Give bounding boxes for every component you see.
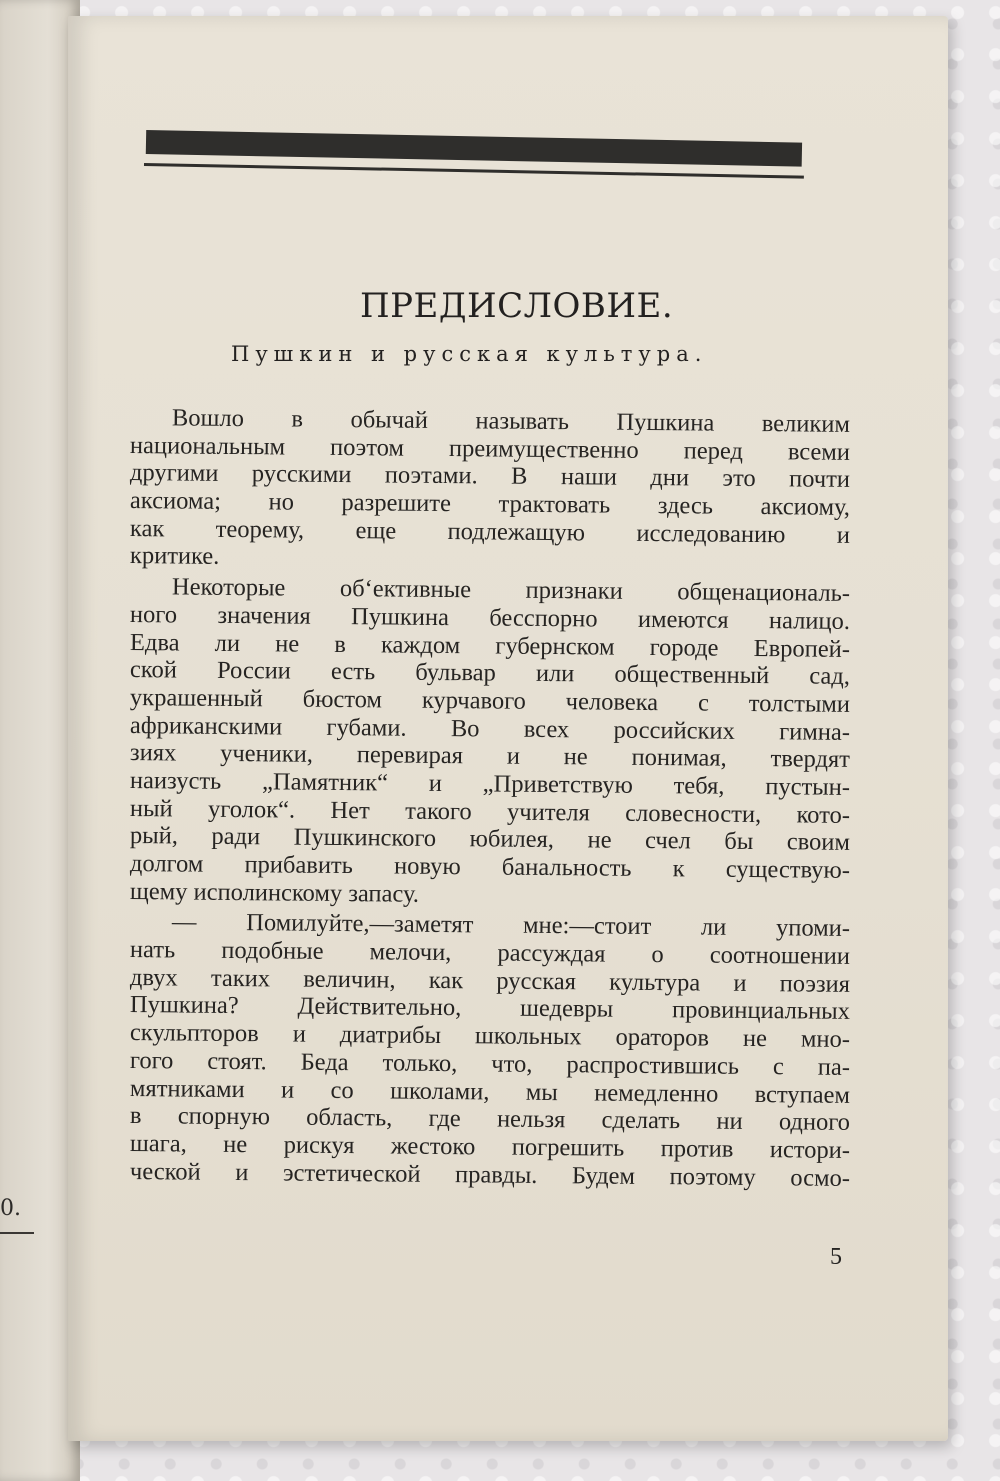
text-line: Вошло в обычай называть Пушкина великим (171, 404, 851, 438)
text-line: ный уголок“. Нет такого учителя словесности, кото- (129, 794, 851, 829)
page-number: 5 (830, 1244, 842, 1270)
text-line: гого стоят. Беда только, что, распростившись с па- (129, 1046, 851, 1081)
page-subtitle: Пушкин и русская культура. (231, 342, 708, 366)
text-line: зиях ученики, перевирая и не понимая, твердят (129, 739, 851, 774)
text-line: аксиома; но разрешите трактовать здесь аксиому, (129, 487, 851, 521)
paragraph-2 (129, 573, 851, 908)
text-line: Пушкина? Действительно, шедевры провинциальных (129, 991, 851, 1026)
book-page (68, 16, 948, 1441)
text-line: шага, не рискуя жестоко погрешить против истори- (129, 1129, 851, 1164)
text-line: долгом прибавить новую банальность к существую- (129, 850, 851, 884)
text-line: ской России есть бульвар или общественный сад, (129, 656, 851, 691)
text-line: скульпторов и диатрибы школьных ораторов не мно- (129, 1019, 851, 1054)
left-page-rule (0, 1232, 34, 1234)
text-line: рый, ради Пушкинского юбилея, не счел бы своим (129, 822, 851, 857)
text-line: наизусть „Памятник“ и „Приветствую тебя, пустын- (129, 766, 851, 801)
text-line: другими русскими поэтами. В наши дни это почти (129, 459, 851, 494)
header-ornament-bar (146, 130, 802, 167)
text-line: Едва ли не в каждом губернском городе Европей- (129, 628, 851, 663)
text-line: мятниками и со школами, мы немедленно вступаем (129, 1074, 851, 1109)
header-ornament-line (144, 163, 804, 179)
text-line: — Помилуйте,—заметят мне:—стоит ли упоми- (171, 908, 851, 943)
paragraph-1 (130, 404, 850, 570)
text-line: африканскими губами. Во всех российских гимна- (129, 711, 851, 746)
text-line: двух таких величин, как русская культура и поэзия (129, 963, 851, 998)
text-line: национальным поэтом преимущественно перед всеми (129, 431, 851, 466)
text-line: ного значения Пушкина бесспорно имеются налицо. (129, 600, 851, 635)
body-text (129, 404, 851, 1192)
text-line: нать подобные мелочи, рассуждая о соотношении (129, 936, 851, 970)
text-line: украшенный бюстом курчавого человека с толстыми (129, 683, 851, 718)
page-title: ПРЕДИСЛОВИЕ. (360, 286, 674, 326)
left-page-fragment: 0. (0, 1196, 21, 1221)
paragraph-3 (129, 908, 851, 1192)
text-line: ческой и эстетической правды. Будем поэтому осмо- (129, 1157, 851, 1192)
text-line: Некоторые об‘ективные признаки общенациональ- (171, 573, 851, 608)
text-line: критике. (129, 542, 220, 571)
text-line: щему исполинскому запасу. (129, 877, 420, 908)
text-line: как теорему, еще подлежащую исследованию и (129, 514, 851, 549)
text-line: в спорную область, где нельзя сделать ни одного (129, 1102, 851, 1137)
